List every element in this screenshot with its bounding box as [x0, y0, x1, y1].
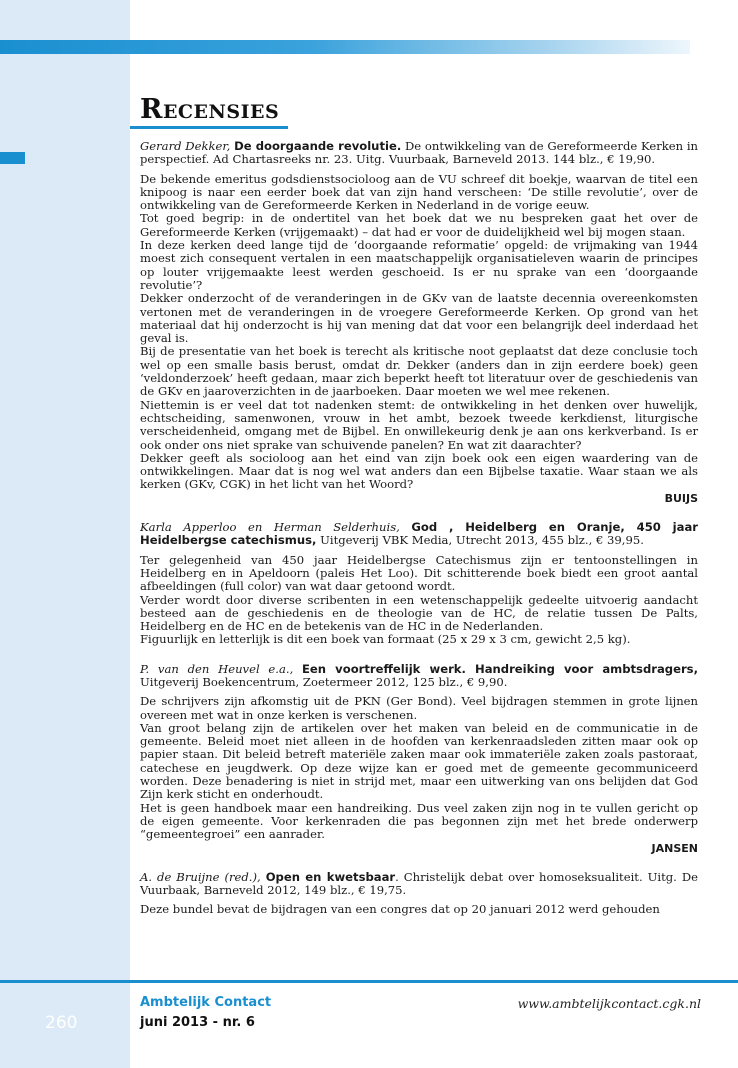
footer-issue: juni 2013 - nr. 6: [140, 1015, 255, 1030]
review-author: A. de Bruijne (red.),: [140, 869, 261, 884]
review-author: Karla Apperloo en Herman Selderhuis,: [140, 520, 400, 535]
review-paragraph: Dekker geeft als socioloog aan het eind van zijn boek ook een eigen waardering van de ontwikkelingen. Maar dat is nog wel wat anders dan een Bijbelse taxatie. Waar staan we als kerken (GKv, CGK) in het licht van het Woord?: [140, 450, 698, 492]
review-author: Gerard Dekker,: [140, 139, 231, 153]
title-underline: [130, 126, 288, 129]
review-book-details: Uitgeverij VBK Media, Utrecht 2013, 455 blz., € 39,95.: [316, 533, 644, 548]
review-paragraph: De bekende emeritus godsdienstsocioloog aan de VU schreef dit boekje, waarvan de titel een knipoog is naar een eerder boek dat van zijn hand verscheen: ‘De stille revolutie’, over de ontwikkeling van de Gereformeerde Kerken in Nederland in de vorige eeuw.: [140, 171, 698, 213]
review-paragraph: Niettemin is er veel dat tot nadenken stemt: de ontwikkeling in het denken over huwelijk, echtscheiding, samenwonen, vrouw in het ambt, bezoek tweede kerkdienst, liturgische verscheidenheid, omgang met de Bijbel. En onwillekeurig denk je aan ons kerkverband. Is er ook onder ons niet sprake van schuivende panelen? En wat zit daarachter?: [140, 397, 698, 452]
review-book-title: Een voortreffelijk werk. Handreiking voor ambtsdragers,: [302, 661, 698, 676]
review-paragraph: Deze bundel bevat de bijdragen van een congres dat op 20 januari 2012 werd gehouden: [140, 902, 660, 917]
review-citation: [140, 663, 698, 690]
review-body: [140, 695, 698, 841]
review-citation: [140, 140, 698, 167]
review-book-title: De doorgaande revolutie.: [234, 139, 402, 153]
review-citation: [140, 521, 698, 548]
side-marker: [0, 152, 25, 164]
review-signature: JANSEN: [651, 841, 698, 855]
review-author: P. van den Heuvel e.a.,: [140, 661, 294, 676]
review-signature: BUIJS: [664, 491, 698, 505]
review: [140, 871, 698, 917]
review-book-title: God , Heidelberg en Oranje, 450 jaar Heidelbergse catechismus,: [140, 520, 699, 548]
review-paragraph: Bij de presentatie van het boek is terecht als kritische noot geplaatst dat deze conclusie toch wel op een smalle basis berust, omdat dr. Dekker (anders dan in zijn eerdere boek) geen ‘veldonderzoek’ heeft gedaan, maar zich beperkt heeft tot literatuur over de geschiedenis van de GKv en jaaroverzichten in de jaarboeken. Daar moeten we wel mee rekenen.: [140, 344, 698, 399]
review-paragraph: Dekker onderzocht of de veranderingen in de GKv van de laatste decennia overeenkomsten vertonen met de veranderingen in de vroegere Gereformeerde Kerken. Op grond van het materiaal dat hij onderzocht is hij van mening dat dat voor een belangrijk deel inderdaad het geval is.: [140, 291, 698, 346]
review-book-details: Uitgeverij Boekencentrum, Zoetermeer 2012, 125 blz., € 9,90.: [140, 674, 508, 689]
review: [140, 140, 698, 505]
review-paragraph: Tot goed begrip: in de ondertitel van het boek dat we nu bespreken gaat het over de Gereformeerde Kerken (vrijgemaakt) – dat had er voor de duidelijkheid wel bij mogen staan.: [140, 211, 698, 239]
footer-rule: [0, 980, 738, 983]
reviews-content: [140, 140, 698, 917]
review: [140, 663, 698, 855]
review-body: [140, 554, 698, 647]
review-paragraph: Van groot belang zijn de artikelen over het maken van beleid en de communicatie in de gemeente. Beleid moet niet alleen in de hoofden van kerkenraadsleden zitten maar ook op papier staan. Dit beleid betreft materiële zaken maar ook immateriële zaken zoals pastoraat, catechese en jeugdwerk. Op deze wijze kan er goed met de gemeente gecommuniceerd worden. Deze benadering is niet in strijd met, maar een uitwerking van ons belijden dat God Zijn kerk sticht en onderhoudt.: [140, 720, 698, 802]
review-paragraph: In deze kerken deed lange tijd de ‘doorgaande reformatie’ opgeld: de vrijmaking van 1944 moest zich consequent vertalen in een maatschappelijk organisatieleven waarin de principes op louter vrijgemaakte leest werden geschoeid. Is er nu sprake van een ‘doorgaande revolutie’?: [140, 238, 698, 292]
page-title: Recensies: [140, 94, 280, 125]
footer-url[interactable]: www.ambtelijkcontact.cgk.nl: [517, 996, 701, 1011]
review-paragraph: De schrijvers zijn afkomstig uit de PKN (Ger Bond). Veel bijdragen stemmen in grote lijnen overeen met wat in onze kerken is verschenen.: [140, 694, 698, 722]
review-paragraph: Het is geen handboek maar een handreiking. Dus veel zaken zijn nog in te vullen gericht op de eigen gemeente. Voor kerkenraden die pas begonnen zijn met het brede onderwerp “gemeentegroei” een aanrader.: [140, 800, 698, 842]
review-paragraph: Ter gelegenheid van 450 jaar Heidelbergse Catechismus zijn er tentoonstellingen in Heidelberg en in Apeldoorn (paleis Het Loo). Dit schitterende boek biedt een groot aantal afbeeldingen (full color) van wat daar getoond wordt.: [140, 552, 698, 594]
page-number: 260: [45, 1013, 78, 1033]
review-paragraph: Verder wordt door diverse scribenten in een wetenschappelijk gedeelte uitvoerig aandacht besteed aan de geschiedenis en de theologie van de HC, de relatie tussen De Palts, Heidelberg en de HC en de betekenis van de HC in de Nederlanden.: [140, 592, 698, 634]
review-book-title: Open en kwetsbaar: [265, 869, 396, 884]
review-citation: [140, 871, 698, 898]
review: [140, 521, 698, 647]
header-gradient-bar: [0, 40, 690, 54]
review-paragraph: Figuurlijk en letterlijk is dit een boek van formaat (25 x 29 x 3 cm, gewicht 2,5 kg).: [140, 632, 631, 647]
review-body: [140, 903, 698, 916]
footer-journal-name: Ambtelijk Contact: [140, 995, 272, 1010]
review-book-details: De ontwikkeling van de Gereformeerde Kerken in perspectief. Ad Chartasreeks nr. 23. Uitg. Vuurbaak, Barneveld 2013. 144 blz., € 19,90.: [140, 139, 699, 167]
review-body: [140, 173, 698, 492]
review-book-details: . Christelijk debat over homoseksualiteit. Uitg. De Vuurbaak, Barneveld 2012, 149 blz., € 19,75.: [140, 869, 698, 898]
